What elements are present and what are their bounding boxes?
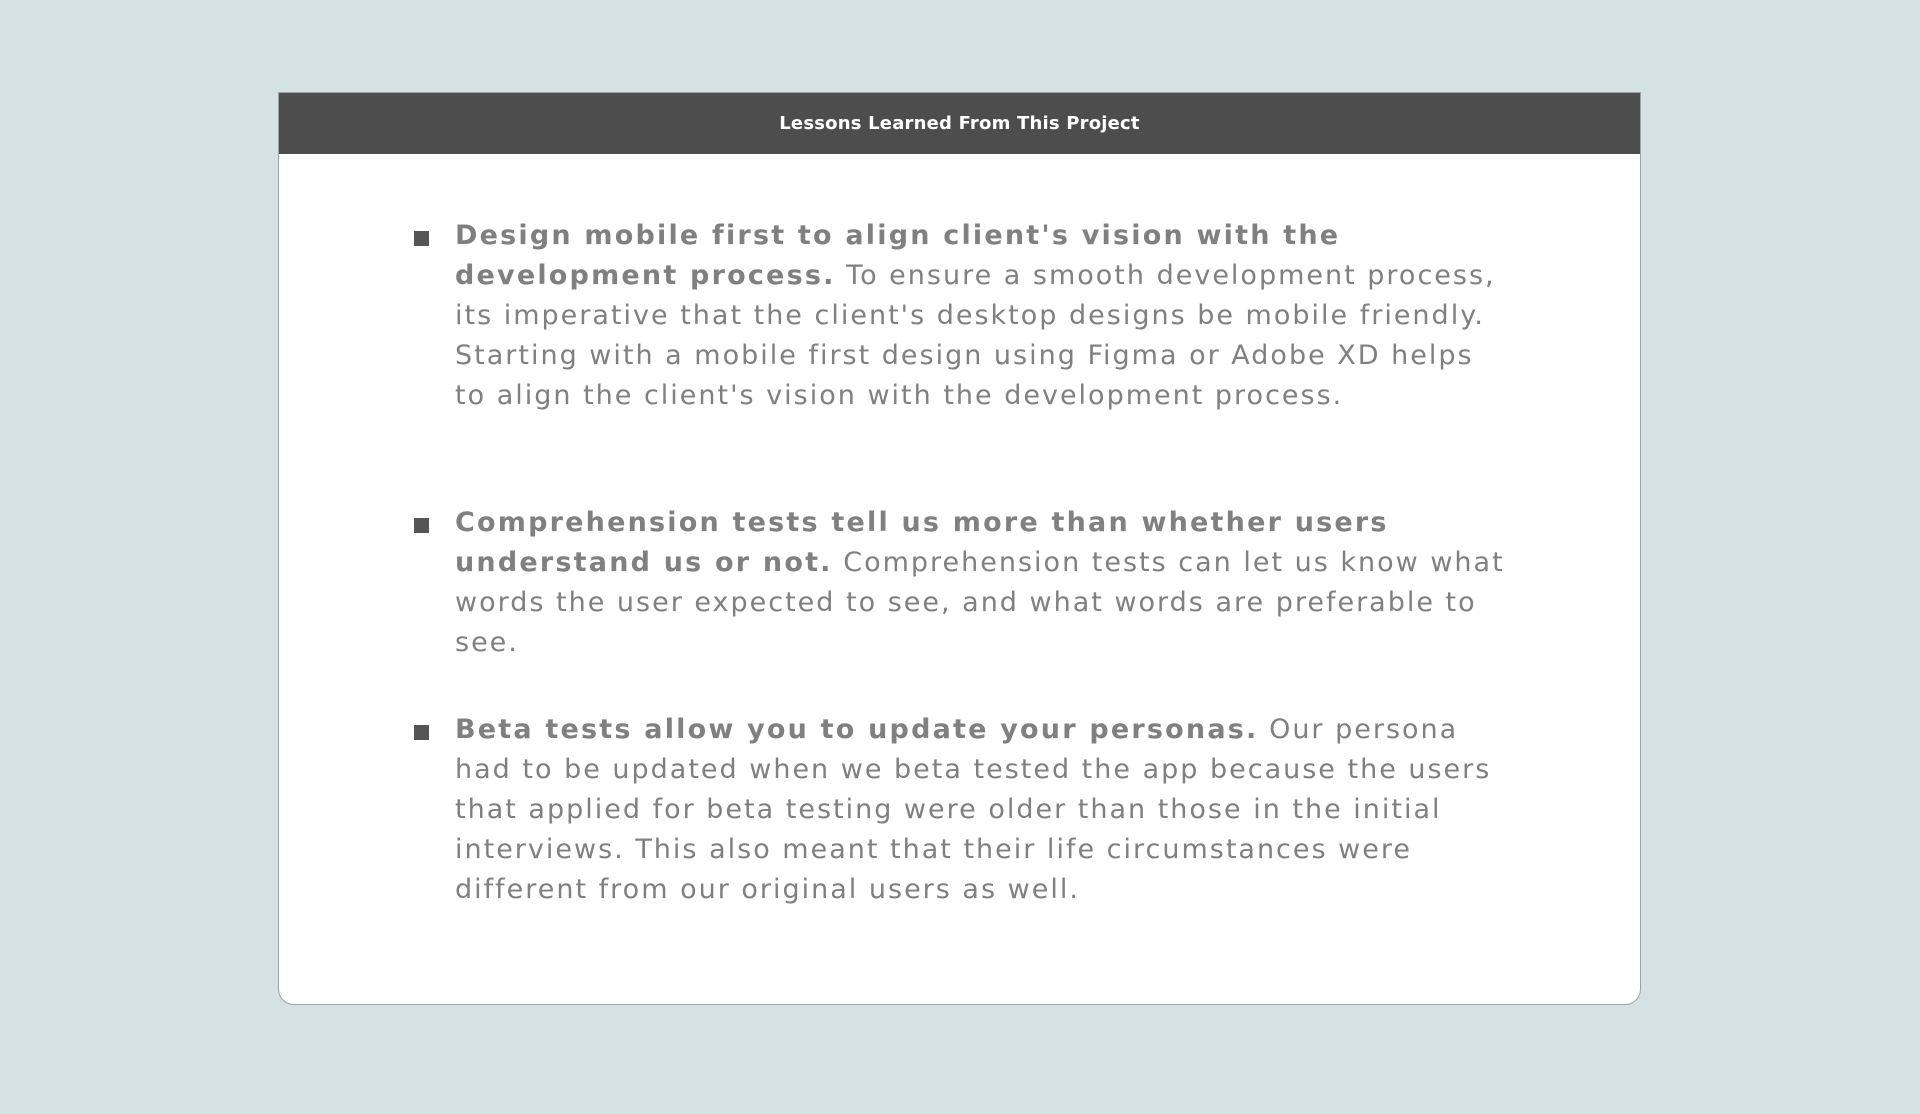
lesson-text [455, 503, 1505, 663]
lesson-body: To ensure a smooth development process, its imperative that the client's desktop designs be mobile friendly. Starting with a mobile first design using Figma or Adobe XD helps to align the client's vision with the development process. [455, 260, 1496, 411]
lesson-text [455, 710, 1505, 910]
lesson-heading: Comprehension tests tell us more than whether users understand us or not. [455, 507, 1389, 578]
lesson-text [455, 216, 1505, 416]
lessons-card [278, 92, 1641, 1005]
square-bullet-icon [414, 725, 429, 740]
square-bullet-icon [414, 231, 429, 246]
card-header [279, 93, 1640, 154]
square-bullet-icon [414, 518, 429, 533]
lesson-body: Our persona had to be updated when we beta tested the app because the users that applied for beta testing were older than those in the initial interviews. This also meant that their life circumstances were different from our original users as well. [455, 714, 1492, 905]
lesson-heading: Design mobile first to align client's vision with the development process. [455, 220, 1341, 291]
lesson-body: Comprehension tests can let us know what words the user expected to see, and what words are preferable to see. [455, 547, 1505, 658]
card-title: Lessons Learned From This Project [779, 113, 1140, 134]
lesson-heading: Beta tests allow you to update your personas. [455, 714, 1259, 745]
